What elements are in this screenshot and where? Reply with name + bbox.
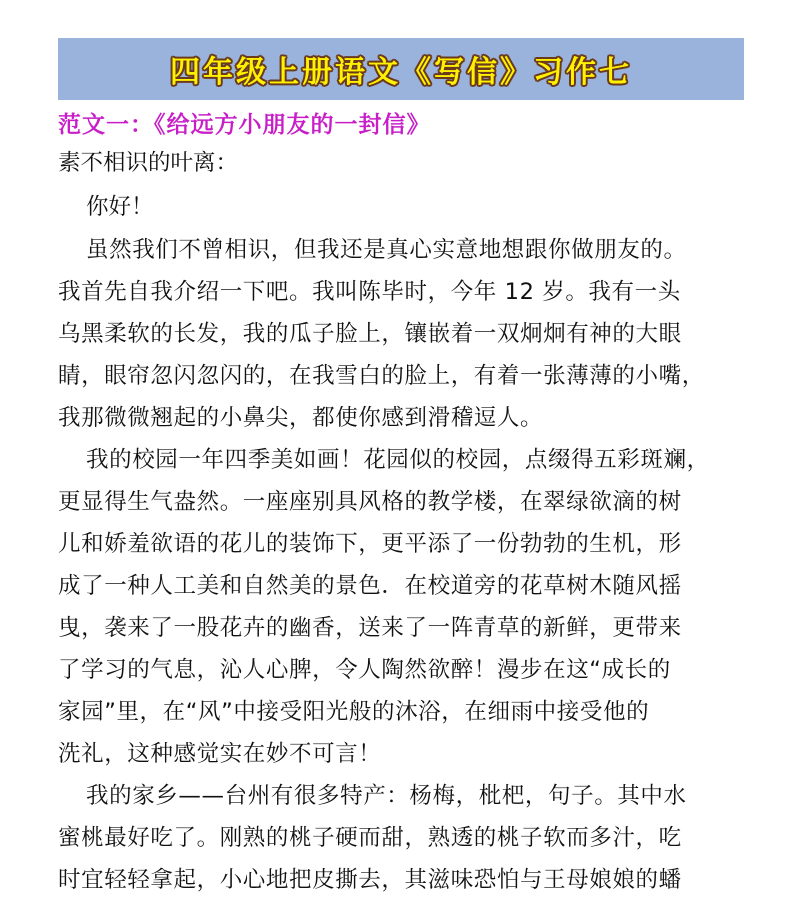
salutation: 素不相识的叶离： (58, 150, 239, 176)
paragraph-line: 虽然我们不曾相识，但我还是真心实意地想跟你做朋友的。 (86, 237, 687, 263)
paragraph-line: 我首先自我介绍一下吧。我叫陈毕时，今年 12 岁。我有一头 (58, 279, 681, 305)
title-banner (58, 38, 744, 100)
paragraph-line: 家园”里，在“风”中接受阳光般的沐浴，在细雨中接受他的 (58, 699, 650, 725)
greeting: 你好！ (86, 194, 154, 220)
paragraph-line: 我那微微翘起的小鼻尖，都使你感到滑稽逗人。 (58, 405, 544, 431)
paragraph-line: 成了一种人工美和自然美的景色．在校道旁的花草树木随风摇 (58, 573, 682, 599)
essay-heading: 范文一：《给远方小朋友的一封信》 (58, 112, 431, 138)
paragraph-line: 儿和娇羞欲语的花儿的装饰下，更平添了一份勃勃的生机，形 (58, 531, 682, 557)
paragraph-line: 睛，眼帘忽闪忽闪的，在我雪白的脸上，有着一张薄薄的小嘴， (58, 363, 705, 389)
paragraph-line: 我的家乡——台州有很多特产：杨梅，枇杷，句子。其中水 (86, 783, 687, 809)
paragraph-line: 曳，袭来了一股花卉的幽香，送来了一阵青草的新鲜，更带来 (58, 615, 682, 641)
paragraph-line: 时宜轻轻拿起，小心地把皮撕去，其滋味恐怕与王母娘娘的蟠 (58, 867, 682, 893)
paragraph-line: 更显得生气盎然。一座座别具风格的教学楼，在翠绿欲滴的树 (58, 489, 682, 515)
page-title: 四年级上册语文《写信》习作七 (170, 55, 632, 90)
paragraph-line: 乌黑柔软的长发，我的瓜子脸上，镶嵌着一双炯炯有神的大眼 (58, 321, 682, 347)
paragraph-line: 蜜桃最好吃了。刚熟的桃子硬而甜，熟透的桃子软而多汁，吃 (58, 825, 682, 851)
paragraph-line: 我的校园一年四季美如画！花园似的校园，点缀得五彩斑斓， (86, 447, 710, 473)
paragraph-line: 洗礼，这种感觉实在妙不可言！ (58, 741, 382, 767)
paragraph-line: 了学习的气息，沁人心脾，令人陶然欲醉！漫步在这“成长的 (58, 657, 671, 683)
